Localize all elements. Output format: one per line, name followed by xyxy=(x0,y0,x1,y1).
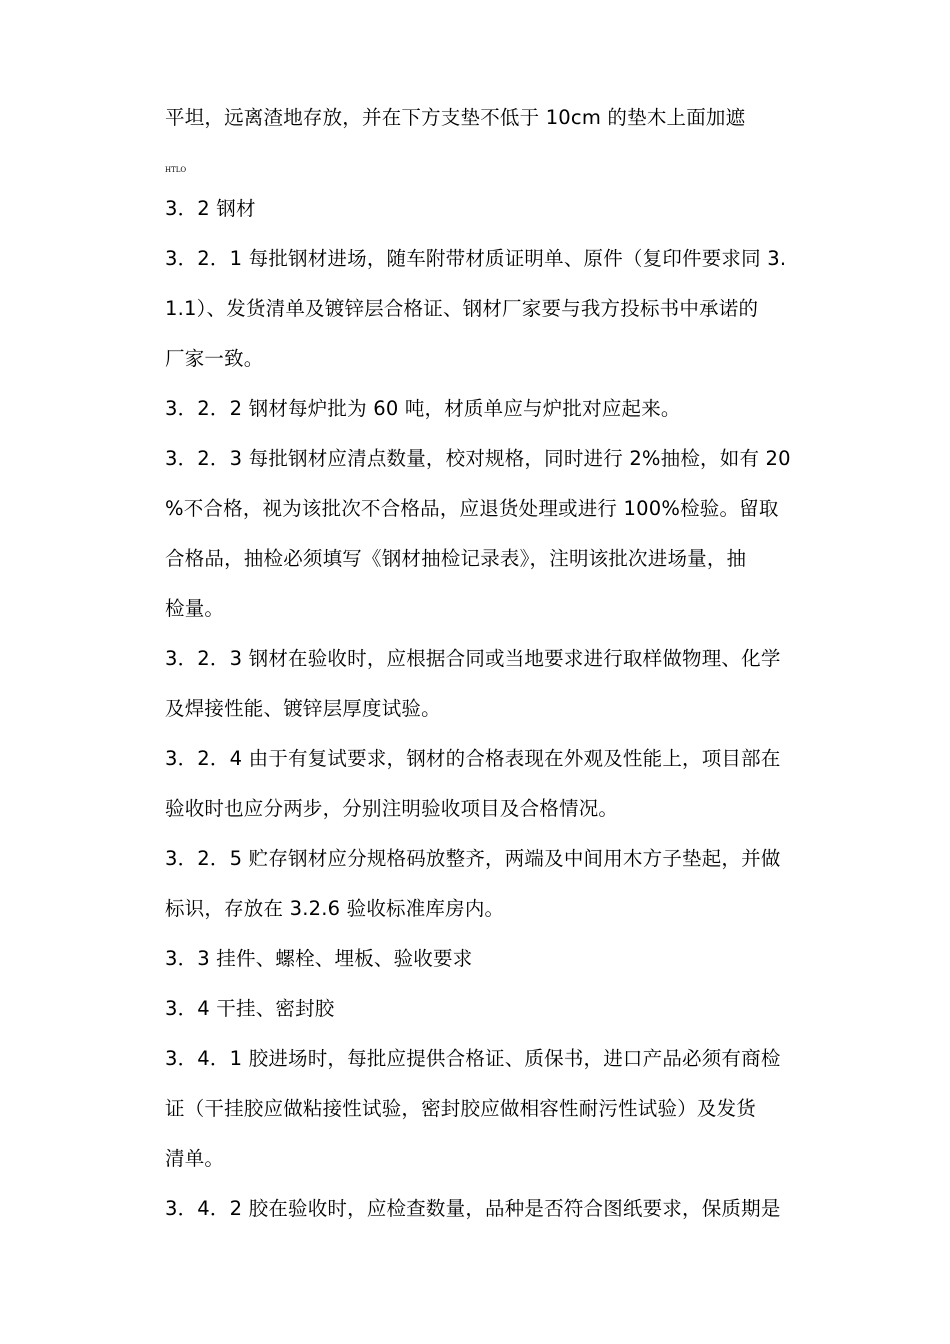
paragraph-line-4: 1.1）、发货清单及镀锌层合格证、钢材厂家要与我方投标书中承诺的 xyxy=(165,297,759,320)
paragraph-line-21: 清单。 xyxy=(165,1147,225,1170)
paragraph-line-16: 标识，存放在 3.2.6 验收标准库房内。 xyxy=(165,897,505,920)
paragraph-line-13: 3．2．4 由于有复试要求，钢材的合格表现在外观及性能上，项目部在 xyxy=(165,747,781,770)
small-marginal-text: HTLO xyxy=(165,166,187,174)
paragraph-line-1: 平坦，远离渣地存放，并在下方支垫不低于 10cm 的垫木上面加遮 xyxy=(165,106,746,129)
paragraph-line-3: 3．2．1 每批钢材进场，随车附带材质证明单、原件（复印件要求同 3. xyxy=(165,247,787,270)
paragraph-line-15: 3．2．5 贮存钢材应分规格码放整齐，两端及中间用木方子垫起，并做 xyxy=(165,847,781,870)
section-heading-3-4: 3．4 干挂、密封胶 xyxy=(165,997,335,1020)
paragraph-line-20: 证（干挂胶应做粘接性试验，密封胶应做相容性耐污性试验）及发货 xyxy=(165,1097,757,1120)
paragraph-line-11: 3．2．3 钢材在验收时，应根据合同或当地要求进行取样做物理、化学 xyxy=(165,647,781,670)
paragraph-line-7: 3．2．3 每批钢材应清点数量，校对规格，同时进行 2%抽检，如有 20 xyxy=(165,447,791,470)
paragraph-line-9: 合格品，抽检必须填写《钢材抽检记录表》，注明该批次进场量，抽 xyxy=(165,547,747,570)
paragraph-line-8: %不合格，视为该批次不合格品，应退货处理或进行 100%检验。留取 xyxy=(165,497,779,520)
paragraph-line-14: 验收时也应分两步，分别注明验收项目及合格情况。 xyxy=(165,797,619,820)
paragraph-line-12: 及焊接性能、镀锌层厚度试验。 xyxy=(165,697,441,720)
paragraph-line-6: 3．2．2 钢材每炉批为 60 吨，材质单应与炉批对应起来。 xyxy=(165,397,681,420)
section-heading-3-2: 3．2 钢材 xyxy=(165,197,256,220)
paragraph-line-10: 检量。 xyxy=(165,597,225,620)
paragraph-line-5: 厂家一致。 xyxy=(165,347,264,370)
paragraph-line-22: 3．4．2 胶在验收时，应检查数量，品种是否符合图纸要求，保质期是 xyxy=(165,1197,781,1220)
section-heading-3-3: 3．3 挂件、螺栓、埋板、验收要求 xyxy=(165,947,473,970)
paragraph-line-19: 3．4．1 胶进场时，每批应提供合格证、质保书，进口产品必须有商检 xyxy=(165,1047,781,1070)
